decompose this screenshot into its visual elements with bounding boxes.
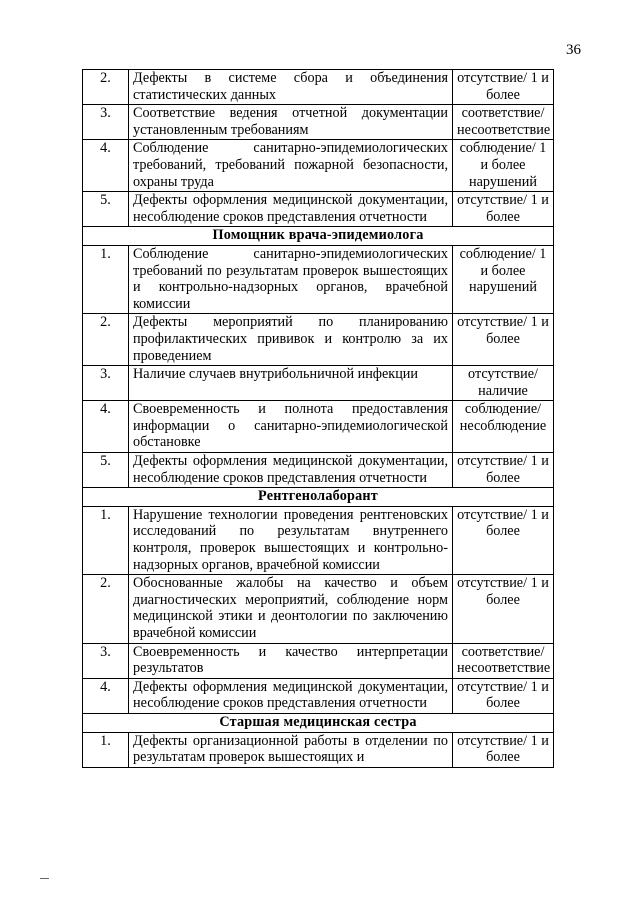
item-description: Нарушение технологии проведения рентгеновских исследований по результатам внутреннего контроля, проверок вышестоящих и контрольно-надзорных органов, врачебной комиссии (129, 506, 453, 574)
item-number: 3. (83, 105, 129, 140)
item-number: 1. (83, 245, 129, 313)
section-header-row (83, 713, 554, 732)
item-description: Соблюдение санитарно-эпидемиологических требований, требований пожарной безопасности, охраны труда (129, 140, 453, 192)
item-number: 1. (83, 732, 129, 767)
item-number: 1. (83, 506, 129, 574)
section-header-row (83, 488, 554, 507)
item-description: Дефекты оформления медицинской документации, несоблюдение сроков представления отчетности (129, 678, 453, 713)
item-number: 2. (83, 575, 129, 643)
table-row (83, 245, 554, 313)
item-description: Дефекты организационной работы в отделении по результатам проверок вышестоящих и (129, 732, 453, 767)
table-row (83, 192, 554, 227)
table-row (83, 140, 554, 192)
item-result: отсутствие/ 1 и более (453, 192, 554, 227)
item-description: Наличие случаев внутрибольничной инфекции (129, 366, 453, 401)
table-row (83, 678, 554, 713)
criteria-table (82, 69, 554, 768)
item-number: 4. (83, 140, 129, 192)
table-row (83, 401, 554, 453)
item-result: отсутствие/ 1 и более (453, 732, 554, 767)
table-row (83, 366, 554, 401)
item-description: Своевременность и качество интерпретации результатов (129, 643, 453, 678)
page-number: 36 (566, 42, 581, 58)
section-title: Старшая медицинская сестра (83, 713, 554, 732)
table-row (83, 105, 554, 140)
item-number: 5. (83, 192, 129, 227)
item-result: соблюдение/ несоблюдение (453, 401, 554, 453)
item-description: Дефекты в системе сбора и объединения статистических данных (129, 70, 453, 105)
section-title: Рентгенолаборант (83, 488, 554, 507)
item-result: соответствие/ несоответствие (453, 105, 554, 140)
table-row (83, 314, 554, 366)
item-number: 3. (83, 366, 129, 401)
item-description: Обоснованные жалобы на качество и объем диагностических мероприятий, соблюдение норм медицинской этики и деонтологии по заключению врачебной комиссии (129, 575, 453, 643)
item-description: Соблюдение санитарно-эпидемиологических требований по результатам проверок вышестоящих и контрольно-надзорных органов, врачебной комиссии (129, 245, 453, 313)
footer-mark (40, 878, 49, 879)
table-row (83, 643, 554, 678)
item-number: 4. (83, 678, 129, 713)
item-description: Дефекты мероприятий по планированию профилактических прививок и контролю за их проведением (129, 314, 453, 366)
table-row (83, 70, 554, 105)
item-number: 2. (83, 314, 129, 366)
section-title: Помощник врача-эпидемиолога (83, 227, 554, 246)
item-description: Дефекты оформления медицинской документации, несоблюдение сроков представления отчетности (129, 192, 453, 227)
item-result: отсутствие/ 1 и более (453, 70, 554, 105)
item-number: 2. (83, 70, 129, 105)
item-description: Соответствие ведения отчетной документации установленным требованиям (129, 105, 453, 140)
criteria-table-body (83, 70, 554, 768)
table-row (83, 732, 554, 767)
item-result: соответствие/ несоответствие (453, 643, 554, 678)
item-result: отсутствие/ наличие (453, 366, 554, 401)
item-number: 4. (83, 401, 129, 453)
item-result: отсутствие/ 1 и более (453, 575, 554, 643)
table-row (83, 575, 554, 643)
item-result: соблюдение/ 1 и более нарушений (453, 245, 554, 313)
item-result: отсутствие/ 1 и более (453, 453, 554, 488)
item-result: отсутствие/ 1 и более (453, 314, 554, 366)
item-number: 3. (83, 643, 129, 678)
table-row (83, 506, 554, 574)
table-row (83, 453, 554, 488)
item-description: Своевременность и полнота предоставления информации о санитарно-эпидемиологической обстановке (129, 401, 453, 453)
item-description: Дефекты оформления медицинской документации, несоблюдение сроков представления отчетности (129, 453, 453, 488)
item-result: соблюдение/ 1 и более нарушений (453, 140, 554, 192)
item-number: 5. (83, 453, 129, 488)
item-result: отсутствие/ 1 и более (453, 678, 554, 713)
item-result: отсутствие/ 1 и более (453, 506, 554, 574)
section-header-row (83, 227, 554, 246)
